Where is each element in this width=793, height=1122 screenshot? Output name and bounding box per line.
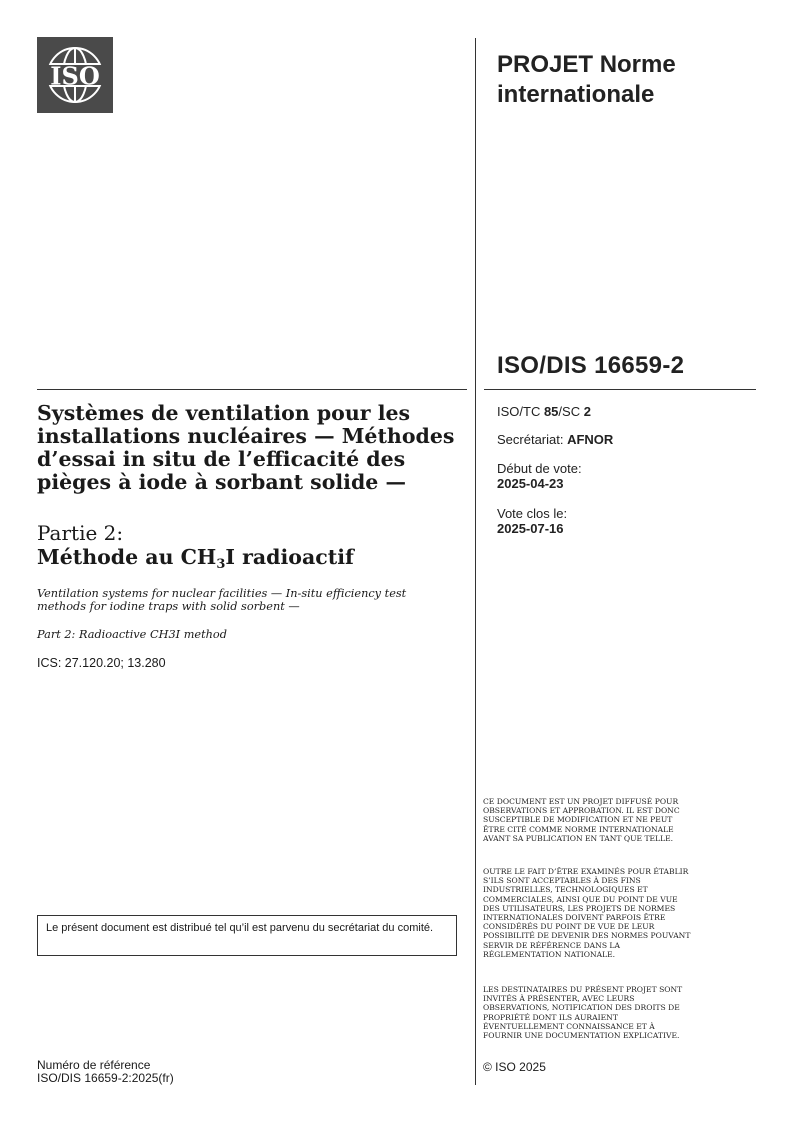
document-number: ISO/DIS 16659-2	[497, 352, 685, 379]
vote-start-value: 2025-04-23	[497, 476, 564, 491]
vote-end	[497, 506, 567, 536]
horizontal-rule-right	[484, 389, 756, 390]
secretariat: Secrétariat: AFNOR	[497, 432, 614, 447]
iso-globe-logo-icon	[37, 37, 113, 113]
vote-start	[497, 461, 582, 491]
svg-text:ISO: ISO	[50, 61, 100, 91]
iso-logo	[37, 37, 113, 113]
main-title: Systèmes de ventilation pour les installations nucléaires — Méthodes d’essai in situ de l’efficacité des pièges à iode à sorbant solide —	[37, 401, 455, 494]
ics-codes: ICS: 27.120.20; 13.280	[37, 656, 166, 670]
english-title: Ventilation systems for nuclear facilities — In-situ efficiency test methods for iodine traps with solid sorbent —	[37, 587, 407, 613]
notice-paragraph: CE DOCUMENT EST UN PROJET DIFFUSÉ POUR OBSERVATIONS ET APPROBATION. IL EST DONC SUSCEPTIBLE DE MODIFICATION ET NE PEUT ÊTRE CITÉ COMME NORME INTERNATIONALE AVANT SA PUBLICATION EN TANT QUE TELLE.	[483, 797, 680, 843]
distribution-disclaimer	[37, 915, 457, 956]
vote-end-label: Vote clos le:	[497, 506, 568, 521]
reference-number: ISO/DIS 16659-2:2025(fr)	[37, 1071, 174, 1085]
draft-label: PROJET Norme internationale	[497, 51, 676, 108]
english-part-title: Part 2: Radioactive CH3I method	[37, 628, 227, 641]
vote-end-value: 2025-07-16	[497, 521, 564, 536]
part-label: Partie 2:	[37, 521, 124, 545]
vote-start-label: Début de vote:	[497, 461, 582, 476]
horizontal-rule-left	[37, 389, 467, 390]
disclaimer-text: Le présent document est distribué tel qu’il est parvenu du secrétariat du comité.	[46, 922, 434, 934]
part-title: Méthode au $CH_3I$ radioactif	[37, 545, 354, 572]
vertical-divider	[475, 38, 476, 1085]
copyright: © ISO 2025	[483, 1060, 546, 1074]
committee: ISO/TC 85/SC 2	[497, 404, 591, 419]
reference-label: Numéro de référence	[37, 1058, 151, 1072]
notice-paragraph: LES DESTINATAIRES DU PRÉSENT PROJET SONT INVITÉS À PRÉSENTER, AVEC LEURS OBSERVATIONS, NOTIFICATION DES DROITS DE PROPRIÉTÉ DONT ILS AURAIENT ÉVENTUELLEMENT CONNAISSANCE ET À FOURNIR UNE DOCUMENTATION EXPLICATIVE.	[483, 985, 683, 1041]
notice-paragraph: OUTRE LE FAIT D’ÊTRE EXAMINÉS POUR ÉTABLIR S’ILS SONT ACCEPTABLES À DES FINS INDUSTRIELLES, TECHNOLOGIQUES ET COMMERCIALES, AINSI QUE DU POINT DE VUE DES UTILISATEURS, LES PROJETS DE NORMES INTERNATIONALES DOIVENT PARFOIS ÊTRE CONSIDÉRÉS DU POINT DE VUE DE LEUR POSSIBILITÉ DE DEVENIR DES NORMES POUVANT SERVIR DE RÉFÉRENCE DANS LA RÉGLEMENTATION NATIONALE.	[483, 867, 691, 959]
